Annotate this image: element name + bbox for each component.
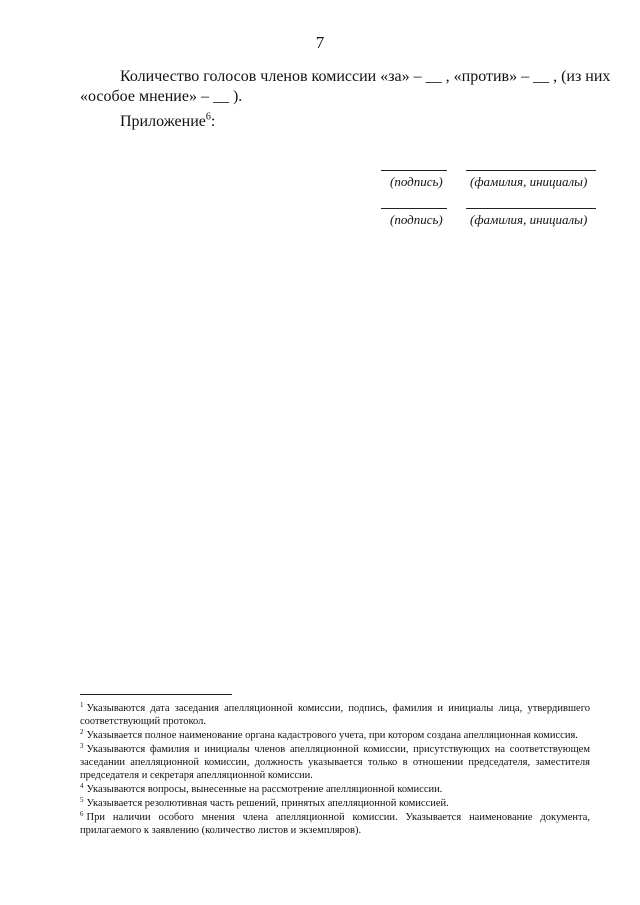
page-number: 7 (315, 33, 325, 52)
signature-caption: (подпись) (390, 174, 443, 189)
votes-paragraph (80, 67, 611, 107)
signature-line (381, 170, 447, 171)
attachment-paragraph (80, 112, 620, 132)
footnote-text: Указываются вопросы, вынесенные на рассмотрение апелляционной комиссии. (86, 784, 443, 795)
footnote (80, 811, 590, 837)
votes-line-2: «особое мнение» – __ ). (80, 88, 243, 105)
footnote-separator (80, 694, 232, 695)
footnote-mark: 4 (80, 781, 84, 790)
name-caption: (фамилия, инициалы) (470, 212, 588, 227)
name-line (466, 208, 596, 209)
footnote (80, 797, 590, 810)
footnote-mark: 2 (80, 727, 84, 736)
signature-caption: (подпись) (390, 212, 443, 227)
attachment-label: Приложение (120, 113, 206, 130)
attachment-colon: : (210, 113, 216, 130)
footnote-text: Указываются фамилия и инициалы членов апелляционной комиссии, присутствующих на соответствующем заседании апелляционной комиссии, должность указывается только в отношении председателя, заместителя председателя и секретаря апелляционной комиссии. (80, 744, 590, 781)
footnotes (80, 702, 590, 838)
footnote-mark: 6 (80, 809, 84, 818)
name-line (466, 170, 596, 171)
footnote-text: При наличии особого мнения члена апелляционной комиссии. Указывается наименование документа, прилагаемого к заявлению (количество листов и экземпляров). (80, 812, 590, 836)
name-caption: (фамилия, инициалы) (470, 174, 588, 189)
votes-line-1: Количество голосов членов комиссии «за» – __ , «против» – __ , (из них (120, 68, 611, 85)
footnote-text: Указываются дата заседания апелляционной комиссии, подпись, фамилия и инициалы лица, утвердившего соответствующий протокол. (80, 703, 590, 727)
attachment-footnote-ref[interactable]: 6 (205, 111, 211, 123)
footnote-text: Указывается резолютивная часть решений, принятых апелляционной комиссией. (86, 798, 449, 809)
footnote (80, 743, 590, 782)
footnote-mark: 3 (80, 741, 84, 750)
footnote-mark: 5 (80, 795, 84, 804)
signature-line (381, 208, 447, 209)
footnote-mark: 1 (80, 700, 84, 709)
footnote (80, 702, 590, 728)
footnote-text: Указывается полное наименование органа кадастрового учета, при котором создана апелляционная комиссия. (86, 730, 578, 741)
footnote (80, 729, 590, 742)
footnote (80, 783, 590, 796)
